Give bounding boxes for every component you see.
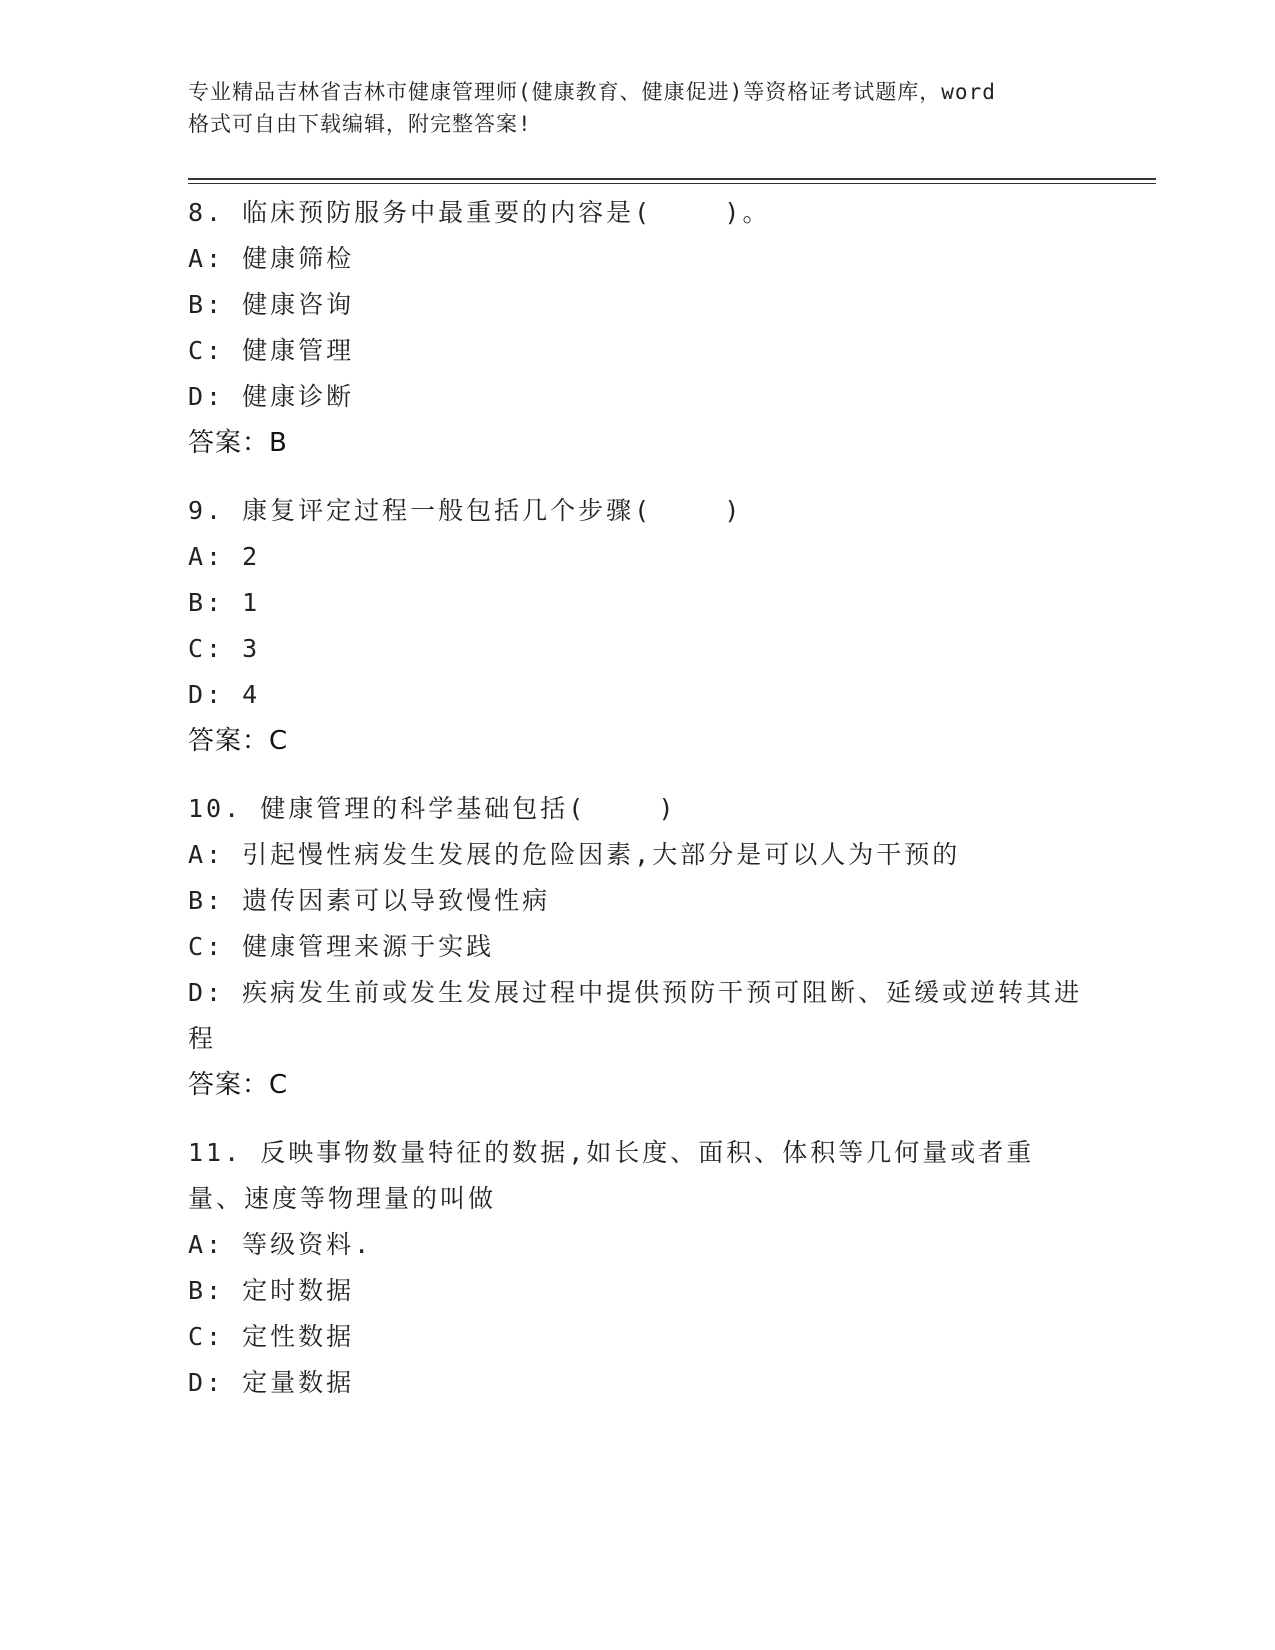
question-stem: 11. 反映事物数量特征的数据,如长度、面积、体积等几何量或者重量、速度等物理量的叫做 [188, 1138, 1035, 1213]
option-b: B: 1 [188, 588, 261, 617]
option-c: C: 定性数据 [188, 1322, 355, 1351]
option-b: B: 定时数据 [188, 1276, 355, 1305]
document-header [188, 76, 1088, 140]
question-8 [188, 190, 1088, 466]
question-stem: 10. 健康管理的科学基础包括( ) [188, 794, 677, 823]
option-c: C: 健康管理 [188, 336, 355, 365]
answer-line: 答案：C [188, 1070, 289, 1100]
option-b: B: 健康咨询 [188, 290, 355, 319]
header-divider-thin [188, 183, 1156, 184]
option-a: A: 2 [188, 542, 261, 571]
header-line-2: 格式可自由下载编辑，附完整答案! [188, 112, 532, 136]
question-10 [188, 786, 1088, 1108]
answer-line: 答案：B [188, 428, 288, 458]
question-list [188, 190, 1088, 1428]
question-11 [188, 1130, 1088, 1406]
option-a: A: 引起慢性病发生发展的危险因素,大部分是可以人为干预的 [188, 840, 961, 869]
question-stem: 8. 临床预防服务中最重要的内容是( )。 [188, 198, 771, 227]
option-b: B: 遗传因素可以导致慢性病 [188, 886, 551, 915]
option-d: D: 健康诊断 [188, 382, 355, 411]
option-c: C: 3 [188, 634, 261, 663]
option-a: A: 等级资料. [188, 1230, 373, 1259]
option-a: A: 健康筛检 [188, 244, 355, 273]
option-d: D: 定量数据 [188, 1368, 355, 1397]
header-divider-thick [188, 178, 1156, 180]
option-d: D: 疾病发生前或发生发展过程中提供预防干预可阻断、延缓或逆转其进程 [188, 978, 1083, 1053]
header-line-1: 专业精品吉林省吉林市健康管理师(健康教育、健康促进)等资格证考试题库，word [188, 80, 996, 104]
answer-line: 答案：C [188, 726, 289, 756]
option-d: D: 4 [188, 680, 261, 709]
question-stem: 9. 康复评定过程一般包括几个步骤( ) [188, 496, 743, 525]
option-c: C: 健康管理来源于实践 [188, 932, 495, 961]
question-9 [188, 488, 1088, 764]
